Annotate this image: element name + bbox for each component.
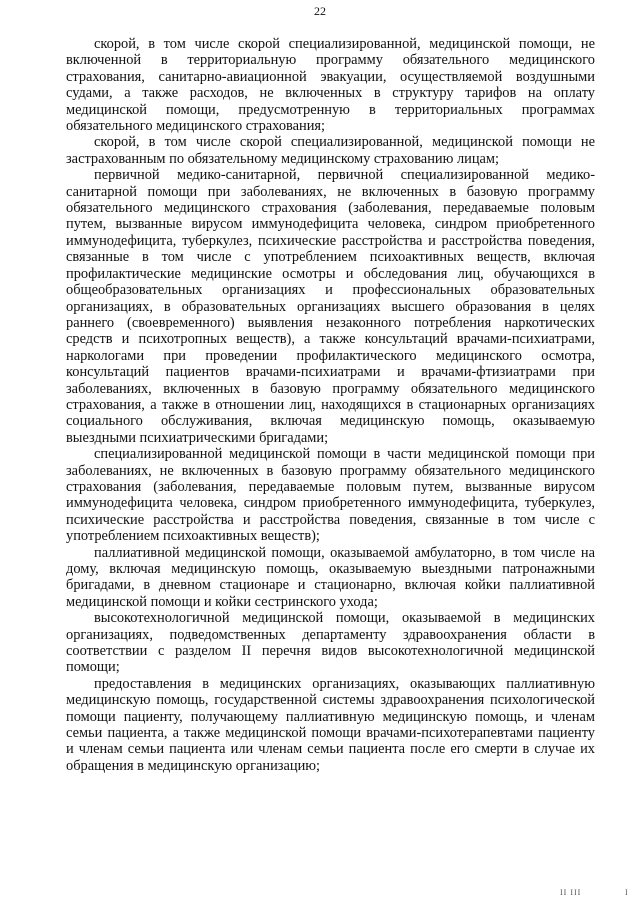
footer-barcode-mark: II III bbox=[560, 888, 582, 897]
paragraph-primary-care: первичной медико-санитарной, первичной специализированной медико-санитарной помощи при заболеваниях, не включенных в базовую программу обязательного медицинского страхования (заболевания, передаваемые половым путем, вызванные вирусом иммунодефицита человека, синдром приобретенного иммунодефицита, туберкулез, психические расстройства и расстройства поведения, связанные в том числе с употреблением психоактивных веществ, включая профилактические медицинские осмотры и обследования лиц, обучающихся в общеобразовательных организациях и профессиональных образовательных организациях, в образовательных организациях высшего образования в целях раннего (своевременного) выявления незаконного потребления наркотических средств и психотропных веществ), а также консультаций врачами-психиатрами, наркологами при проведении профилактического медицинского осмотра, консультаций пациентов врачами-психиатрами и врачами-фтизиатрами при заболеваниях, включенных в базовую программу обязательного медицинского страхования, а также в отношении лиц, находящихся в стационарных организациях социального обслуживания, включая медицинскую помощь, оказываемую выездными психиатрическими бригадами; bbox=[66, 167, 595, 446]
paragraph-palliative-care: паллиативной медицинской помощи, оказываемой амбулаторно, в том числе на дому, включая медицинскую помощь, оказываемую выездными патронажными бригадами, в дневном стационаре и стационарно, включая койки паллиативной медицинской помощи и койки сестринского ухода; bbox=[66, 544, 595, 610]
paragraph-emergency-air-evacuation: скорой, в том числе скорой специализированной, медицинской помощи, не включенной в территориальную программу обязательного медицинского страхования, санитарно-авиационной эвакуации, осуществляемой воздушными судами, а также расходов, не включенных в структуру тарифов на оплату медицинской помощи, предусмотренную в территориальных программах обязательного медицинского страхования; bbox=[66, 36, 595, 135]
paragraph-specialized-care: специализированной медицинской помощи в части медицинской помощи при заболеваниях, не включенных в базовую программу обязательного медицинского страхования (заболевания, передаваемые половым путем, вызванные вирусом иммунодефицита человека, синдром приобретенного иммунодефицита, туберкулез, психические расстройства и расстройства поведения, связанные в том числе с употреблением психоактивных веществ); bbox=[66, 446, 595, 545]
document-body bbox=[66, 36, 595, 774]
paragraph-psychological-help: предоставления в медицинских организациях, оказывающих паллиативную медицинскую помощь, государственной системы здравоохранения психологической помощи пациенту, получающему паллиативную медицинскую помощь, и членам семьи пациента, а также медицинской помощи врачами-психотерапевтами пациенту и членам семьи пациента или членам семьи пациента после его смерти в случае их обращения в медицинскую организацию; bbox=[66, 675, 595, 774]
paragraph-emergency-uninsured: скорой, в том числе скорой специализированной, медицинской помощи не застрахованным по обязательному медицинскому страхованию лицам; bbox=[66, 134, 595, 167]
paragraph-high-tech-care: высокотехнологичной медицинской помощи, оказываемой в медицинских организациях, подведомственных департаменту здравоохранения области в соответствии с разделом II перечня видов высокотехнологичной медицинской помощи; bbox=[66, 610, 595, 676]
footer-tick-mark: I bbox=[625, 888, 629, 897]
page-number: 22 bbox=[314, 4, 326, 18]
